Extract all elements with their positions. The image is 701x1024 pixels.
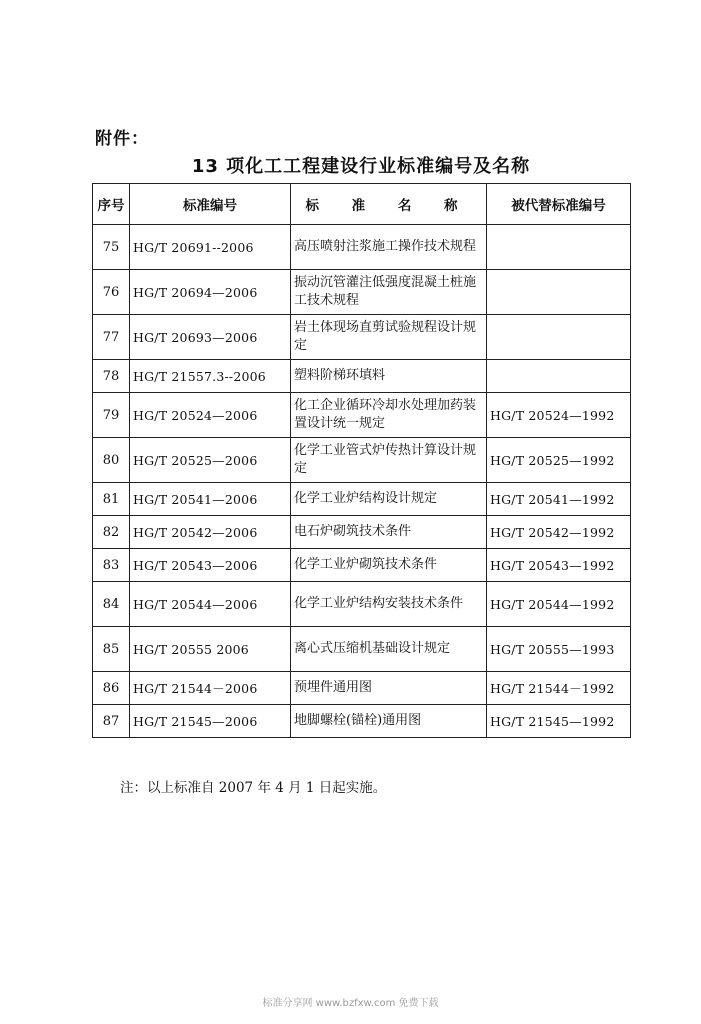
row-standard-code: HG/T 20543—2006 <box>130 549 291 582</box>
table-row <box>93 438 631 483</box>
row-standard-code: HG/T 20691--2006 <box>130 225 291 270</box>
row-standard-name: 化学工业炉结构安装技术条件 <box>291 582 487 627</box>
row-replaced-code: HG/T 21545—1992 <box>487 705 631 738</box>
header-standard-name: 标 准 名 称 <box>291 184 487 225</box>
table-row <box>93 225 631 270</box>
row-serial: 87 <box>93 705 130 738</box>
row-serial: 77 <box>93 315 130 360</box>
row-standard-name: 地脚螺栓(锚栓)通用图 <box>291 705 487 738</box>
row-standard-code: HG/T 21544－2006 <box>130 672 291 705</box>
table-row <box>93 360 631 393</box>
table-header-row <box>93 184 631 225</box>
row-replaced-code: HG/T 20524—1992 <box>487 393 631 438</box>
row-standard-code: HG/T 20694—2006 <box>130 270 291 315</box>
row-serial: 80 <box>93 438 130 483</box>
header-standard-code: 标准编号 <box>130 184 291 225</box>
row-serial: 84 <box>93 582 130 627</box>
row-standard-code: HG/T 20525—2006 <box>130 438 291 483</box>
table-row <box>93 516 631 549</box>
attachment-label: 附件： <box>95 129 149 149</box>
row-serial: 81 <box>93 483 130 516</box>
row-serial: 78 <box>93 360 130 393</box>
table-row <box>93 627 631 672</box>
row-standard-code: HG/T 20544—2006 <box>130 582 291 627</box>
row-standard-code: HG/T 20524—2006 <box>130 393 291 438</box>
table-row <box>93 549 631 582</box>
row-standard-name: 高压喷射注浆施工操作技术规程 <box>291 225 487 270</box>
row-standard-name: 离心式压缩机基础设计规定 <box>291 627 487 672</box>
row-serial: 85 <box>93 627 130 672</box>
row-standard-name: 化学工业炉结构设计规定 <box>291 483 487 516</box>
header-replaced-code: 被代替标准编号 <box>487 184 631 225</box>
row-serial: 86 <box>93 672 130 705</box>
row-standard-code: HG/T 20542—2006 <box>130 516 291 549</box>
row-standard-code: HG/T 21545—2006 <box>130 705 291 738</box>
row-standard-code: HG/T 20555 2006 <box>130 627 291 672</box>
row-standard-name: 化工企业循环冷却水处理加药装置设计统一规定 <box>291 393 487 438</box>
row-standard-name: 化学工业炉砌筑技术条件 <box>291 549 487 582</box>
row-replaced-code <box>487 315 631 360</box>
row-replaced-code <box>487 270 631 315</box>
row-replaced-code: HG/T 20525—1992 <box>487 438 631 483</box>
row-standard-name: 化学工业管式炉传热计算设计规定 <box>291 438 487 483</box>
row-replaced-code: HG/T 21544－1992 <box>487 672 631 705</box>
row-serial: 83 <box>93 549 130 582</box>
table-row <box>93 270 631 315</box>
row-replaced-code: HG/T 20544—1992 <box>487 582 631 627</box>
row-serial: 79 <box>93 393 130 438</box>
row-replaced-code <box>487 360 631 393</box>
table-row <box>93 705 631 738</box>
row-standard-code: HG/T 20541—2006 <box>130 483 291 516</box>
row-standard-name: 预埋件通用图 <box>291 672 487 705</box>
row-serial: 75 <box>93 225 130 270</box>
row-replaced-code: HG/T 20541—1992 <box>487 483 631 516</box>
row-standard-name: 振动沉管灌注低强度混凝土桩施工技术规程 <box>291 270 487 315</box>
table-row <box>93 315 631 360</box>
header-serial: 序号 <box>93 184 130 225</box>
row-replaced-code: HG/T 20543—1992 <box>487 549 631 582</box>
table-row <box>93 672 631 705</box>
row-standard-name: 塑料阶梯环填料 <box>291 360 487 393</box>
row-standard-name: 岩土体现场直剪试验规程设计规定 <box>291 315 487 360</box>
row-standard-name: 电石炉砌筑技术条件 <box>291 516 487 549</box>
row-replaced-code: HG/T 20555—1993 <box>487 627 631 672</box>
row-replaced-code: HG/T 20542—1992 <box>487 516 631 549</box>
row-replaced-code <box>487 225 631 270</box>
row-standard-code: HG/T 21557.3--2006 <box>130 360 291 393</box>
table-row <box>93 393 631 438</box>
effective-date-note: 注：以上标准自 2007 年 4 月 1 日起实施。 <box>120 780 387 796</box>
row-serial: 82 <box>93 516 130 549</box>
row-standard-code: HG/T 20693—2006 <box>130 315 291 360</box>
table-row <box>93 483 631 516</box>
standards-table <box>92 183 631 738</box>
table-row <box>93 582 631 627</box>
document-title: 13 项化工工程建设行业标准编号及名称 <box>191 156 531 177</box>
watermark-footer: 标准分享网 www.bzfxw.com 免费下载 <box>262 998 439 1009</box>
row-serial: 76 <box>93 270 130 315</box>
